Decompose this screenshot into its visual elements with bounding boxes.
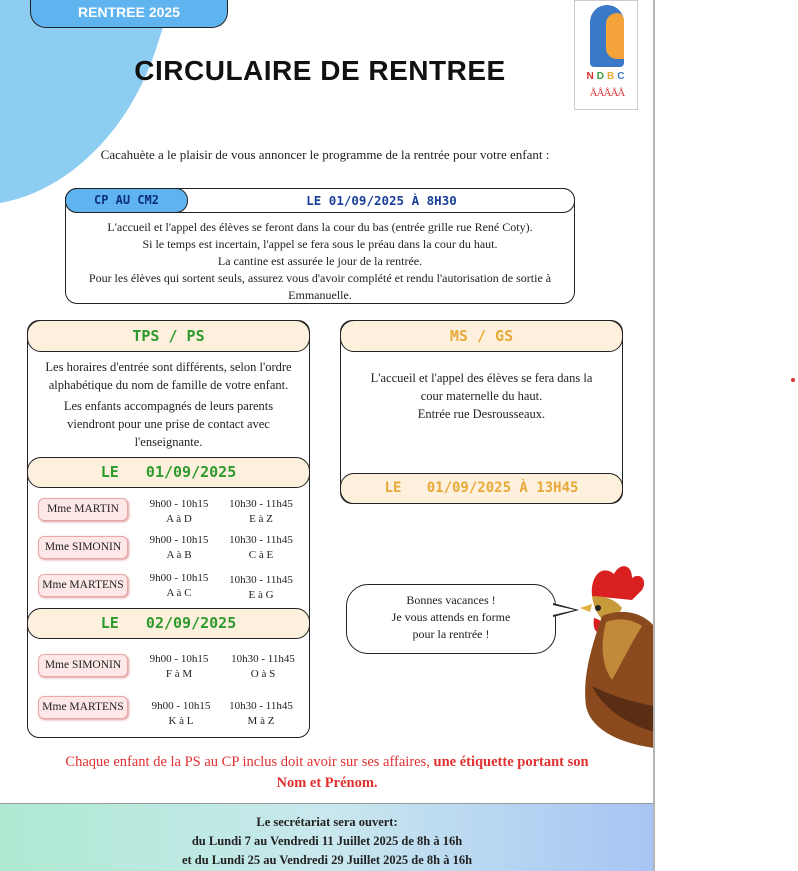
cp-cm2-line-5: Emmanuelle. (288, 288, 352, 302)
day1-row2-teacher: Mme SIMONIN (38, 536, 128, 559)
logo-kids-icon: ÅÅÅÅÅ (589, 87, 625, 99)
tps-ps-line-3: Les enfants accompagnés de leurs parents (63, 399, 274, 413)
bubble-line-2: Je vous attends en forme (391, 610, 511, 624)
day1-row2-slot1-range: A à B (166, 549, 192, 561)
day1-row3-slot1-range: A à C (166, 587, 192, 599)
cp-cm2-date: LE 01/09/2025 À 8H30 (306, 193, 457, 208)
day2-row2-slot2-time: 10h30 - 11h45 (229, 700, 293, 712)
day1-row1-slot2-time: 10h30 - 11h45 (229, 498, 293, 510)
day2-row2-slot1-range: K à L (168, 715, 194, 727)
day2-row1-slot1-range: F à M (165, 668, 193, 680)
secretariat-footer (0, 803, 654, 871)
day2-label: LE 02/09/2025 (27, 608, 310, 639)
day1-label: LE 01/09/2025 (27, 457, 310, 488)
day1-row2-slot2-time: 10h30 - 11h45 (229, 534, 293, 546)
ms-gs-line-1: L'accueil et l'appel des élèves se fera dans la (370, 371, 593, 385)
logo-face-icon (606, 13, 624, 59)
tps-ps-line-2: alphabétique du nom de famille de votre enfant. (48, 378, 289, 392)
tps-ps-line-1: Les horaires d'entrée sont différents, selon l'ordre (45, 360, 292, 374)
day2-row1-teacher: Mme SIMONIN (38, 654, 128, 677)
footer-title: Le secrétariat sera ouvert: (256, 815, 398, 829)
day1-row2-slot1-time: 9h00 - 10h15 (149, 534, 209, 546)
rooster-image (572, 556, 654, 748)
day1-row3-slot2-range: E à G (248, 589, 274, 601)
day2-row2-slot2-range: M à Z (247, 715, 275, 727)
footer-line-1: du Lundi 7 au Vendredi 11 Juillet 2025 de 8h à 16h (191, 834, 463, 848)
day1-row1-slot2-range: E à Z (249, 513, 273, 525)
bubble-line-3: pour la rentrée ! (412, 627, 490, 641)
day1-row3-slot2-time: 10h30 - 11h45 (229, 574, 293, 586)
day2-row1-slot2-range: O à S (250, 668, 276, 680)
ms-gs-label: MS / GS (340, 320, 623, 352)
day1-row3-teacher: Mme MARTENS (38, 574, 128, 597)
intro-text: Cacahuète a le plaisir de vous annoncer le programme de la rentrée pour votre enfant : (100, 147, 550, 162)
page-edge (653, 0, 655, 871)
cp-cm2-line-1: L'accueil et l'appel des élèves se feront dans la cour du bas (entrée grille rue René Coty). (107, 220, 533, 234)
school-logo (574, 0, 638, 110)
cp-cm2-label: CP AU CM2 (65, 188, 188, 213)
day1-row1-slot1-time: 9h00 - 10h15 (149, 498, 209, 510)
page-title: CIRCULAIRE DE RENTREE (134, 55, 506, 86)
stray-dot (791, 378, 795, 382)
cp-cm2-line-3: La cantine est assurée le jour de la rentrée. (217, 254, 423, 268)
day2-row2-slot1-time: 9h00 - 10h15 (151, 700, 211, 712)
cp-cm2-line-4: Pour les élèves qui sortent seuls, assurez vous d'avoir complété et rendu l'autorisation de sortie à (88, 271, 552, 285)
day1-row1-teacher: Mme MARTIN (38, 498, 128, 521)
footer-line-2: et du Lundi 25 au Vendredi 29 Juillet 2025 de 8h à 16h (181, 853, 473, 867)
ms-gs-line-2: cour maternelle du haut. (420, 389, 543, 403)
tps-ps-label: TPS / PS (27, 320, 310, 352)
day2-row1-slot2-time: 10h30 - 11h45 (231, 653, 295, 665)
label-notice: Chaque enfant de la PS au CP inclus doit avoir sur ses affaires, une étiquette portant son Nom et Prénom. (65, 754, 589, 791)
bubble-line-1: Bonnes vacances ! (406, 593, 496, 607)
day1-row2-slot2-range: C à E (248, 549, 274, 561)
logo-letters: NDBC (586, 71, 628, 82)
day1-row3-slot1-time: 9h00 - 10h15 (149, 572, 209, 584)
tps-ps-line-4: viendront pour une prise de contact avec (67, 417, 270, 431)
cp-cm2-line-2: Si le temps est incertain, l'appel se fera sous le préau dans la cour du haut. (142, 237, 498, 251)
day2-row1-slot1-time: 9h00 - 10h15 (149, 653, 209, 665)
year-tag: RENTREE 2025 (30, 0, 228, 28)
day1-row1-slot1-range: A à D (166, 513, 192, 525)
ms-gs-date: LE 01/09/2025 À 13H45 (340, 473, 623, 504)
ms-gs-line-3: Entrée rue Desrousseaux. (417, 407, 546, 421)
tps-ps-line-5: l'enseignante. (134, 435, 203, 449)
day2-row2-teacher: Mme MARTENS (38, 696, 128, 719)
